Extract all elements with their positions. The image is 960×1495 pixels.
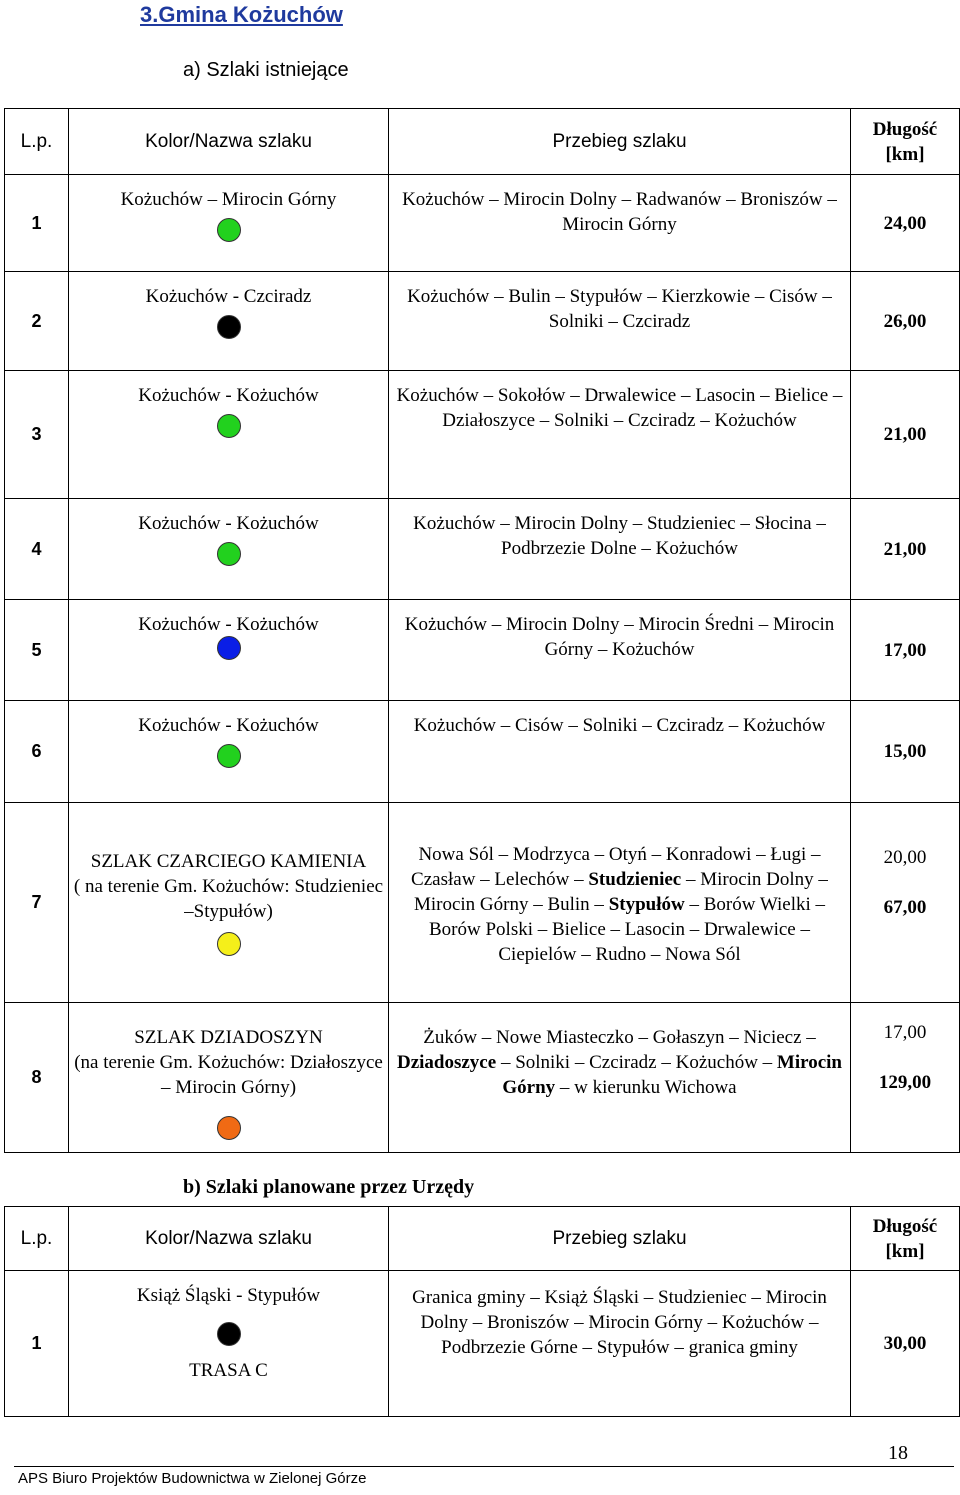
- row-lp: 8: [5, 1003, 69, 1153]
- trail-marker-icon: [217, 636, 241, 660]
- header-lp: L.p.: [5, 1207, 69, 1271]
- trail-length-total: 67,00: [883, 897, 927, 918]
- header-lp: L.p.: [5, 109, 69, 175]
- table-row: [5, 371, 960, 499]
- table-row: [5, 272, 960, 371]
- trail-name-note: ( na terenie Gm. Kożuchów: Studzieniec –Stypułów): [73, 876, 384, 922]
- header-name: Kolor/Nazwa szlaku: [69, 109, 389, 175]
- trail-length: [851, 803, 960, 1003]
- route-highlight: Studzieniec: [588, 869, 682, 890]
- trail-marker-icon: [217, 315, 241, 339]
- page-number: 18: [888, 1442, 908, 1464]
- trail-name: Kożuchów - Czciradz: [145, 286, 312, 307]
- trail-name: Kożuchów – Mirocin Górny: [120, 189, 337, 210]
- row-lp: 3: [5, 371, 69, 499]
- header-name: Kolor/Nazwa szlaku: [69, 1207, 389, 1271]
- header-route: Przebieg szlaku: [389, 1207, 851, 1271]
- trail-route: [389, 803, 851, 1003]
- row-lp: 7: [5, 803, 69, 1003]
- row-lp: 5: [5, 600, 69, 701]
- route-highlight: Dziadoszyce: [396, 1052, 497, 1073]
- header-length: Długość [km]: [851, 109, 960, 175]
- row-lp: 1: [5, 175, 69, 272]
- route-part: Żuków – Nowe Miasteczko – Gołaszyn – Niciecz –: [423, 1027, 816, 1048]
- trail-length: 17,00: [851, 600, 960, 701]
- chapter-title: 3.Gmina Kożuchów: [140, 2, 343, 27]
- trail-name: SZLAK CZARCIEGO KAMIENIA: [90, 851, 367, 872]
- trail-name: Książ Śląski - Stypułów: [136, 1285, 321, 1306]
- route-part: Nowa Sól – Modrzyca – Otyń – Konradowi – Ługi – Czasław – Lelechów –: [411, 844, 821, 890]
- trail-length: 21,00: [851, 371, 960, 499]
- trail-route: Kożuchów – Sokołów – Drwalewice – Lasocin – Bielice – Działoszyce – Solniki – Czciradz – Kożuchów: [389, 371, 851, 499]
- section-a-title: a) Szlaki istniejące: [183, 59, 349, 81]
- table-row: [5, 1003, 960, 1153]
- trail-length: 15,00: [851, 701, 960, 803]
- trail-length-partial: 17,00: [883, 1022, 927, 1043]
- trail-length: 24,00: [851, 175, 960, 272]
- table-row: [5, 175, 960, 272]
- trail-name-cell: [69, 1271, 389, 1417]
- route-part: – Solniki – Czciradz – Kożuchów –: [496, 1052, 777, 1073]
- trail-name-cell: [69, 499, 389, 600]
- trail-route: [389, 1003, 851, 1153]
- trail-marker-icon: [217, 1116, 241, 1140]
- trail-marker-icon: [217, 414, 241, 438]
- trail-marker-icon: [217, 218, 241, 242]
- trail-length: 21,00: [851, 499, 960, 600]
- trail-name: Kożuchów - Kożuchów: [138, 614, 319, 635]
- trail-route: Kożuchów – Mirocin Dolny – Mirocin Średni – Mirocin Górny – Kożuchów: [389, 600, 851, 701]
- trail-route: Kożuchów – Bulin – Stypułów – Kierzkowie – Cisów – Solniki – Czciradz: [389, 272, 851, 371]
- trail-name: SZLAK DZIADOSZYN: [134, 1027, 323, 1048]
- trail-marker-icon: [217, 744, 241, 768]
- trail-route: Kożuchów – Mirocin Dolny – Studzieniec – Słocina – Podbrzezie Dolne – Kożuchów: [389, 499, 851, 600]
- trail-route: Granica gminy – Książ Śląski – Studzieniec – Mirocin Dolny – Broniszów – Mirocin Górny – Kożuchów – Podbrzezie Górne – Stypułów – granica gminy: [389, 1271, 851, 1417]
- trail-length-total: 129,00: [878, 1072, 932, 1093]
- footer-text: APS Biuro Projektów Budownictwa w Zielonej Górze: [18, 1470, 367, 1487]
- trail-name-cell: [69, 701, 389, 803]
- trail-length-partial: 20,00: [883, 847, 927, 868]
- table-row: [5, 499, 960, 600]
- trail-marker-icon: [217, 932, 241, 956]
- row-lp: 4: [5, 499, 69, 600]
- section-b-title: b) Szlaki planowane przez Urzędy: [183, 1176, 475, 1198]
- trail-name-cell: [69, 175, 389, 272]
- trail-code: TRASA C: [189, 1360, 268, 1381]
- trail-route: Kożuchów – Mirocin Dolny – Radwanów – Broniszów – Mirocin Górny: [389, 175, 851, 272]
- trail-length: 26,00: [851, 272, 960, 371]
- header-length: Długość [km]: [851, 1207, 960, 1271]
- table-row: [5, 701, 960, 803]
- header-route: Przebieg szlaku: [389, 109, 851, 175]
- trail-name-cell: [69, 272, 389, 371]
- footer-divider: [14, 1466, 954, 1467]
- row-lp: 2: [5, 272, 69, 371]
- trail-route: Kożuchów – Cisów – Solniki – Czciradz – Kożuchów: [389, 701, 851, 803]
- trail-length: 30,00: [851, 1271, 960, 1417]
- route-part: – w kierunku Wichowa: [555, 1077, 737, 1098]
- route-highlight: Mirocin Górny: [502, 1052, 843, 1098]
- table-header-row: [5, 1207, 960, 1271]
- row-lp: 6: [5, 701, 69, 803]
- route-part: – Borów Wielki – Borów Polski – Bielice – Lasocin – Drwalewice – Ciepielów – Rudno – Nowa Sól: [429, 894, 826, 965]
- table-header-row: [5, 109, 960, 175]
- row-lp: 1: [5, 1271, 69, 1417]
- route-part: – Mirocin Dolny – Mirocin Górny – Bulin –: [413, 869, 828, 915]
- route-highlight: Stypułów: [608, 894, 685, 915]
- table-row: [5, 1271, 960, 1417]
- table-row: [5, 803, 960, 1003]
- trail-name-cell: [69, 371, 389, 499]
- trail-name: Kożuchów - Kożuchów: [138, 715, 319, 736]
- trail-name-cell: [69, 1003, 389, 1153]
- trail-marker-icon: [217, 1322, 241, 1346]
- existing-trails-table: [4, 108, 960, 1153]
- trail-name-cell: [69, 600, 389, 701]
- trail-name: Kożuchów - Kożuchów: [138, 385, 319, 406]
- trail-length: [851, 1003, 960, 1153]
- trail-name: Kożuchów - Kożuchów: [138, 513, 319, 534]
- trail-marker-icon: [217, 542, 241, 566]
- trail-name-cell: [69, 803, 389, 1003]
- trail-name-note: (na terenie Gm. Kożuchów: Działoszyce – Mirocin Górny): [74, 1052, 383, 1098]
- table-row: [5, 600, 960, 701]
- planned-trails-table: [4, 1206, 960, 1417]
